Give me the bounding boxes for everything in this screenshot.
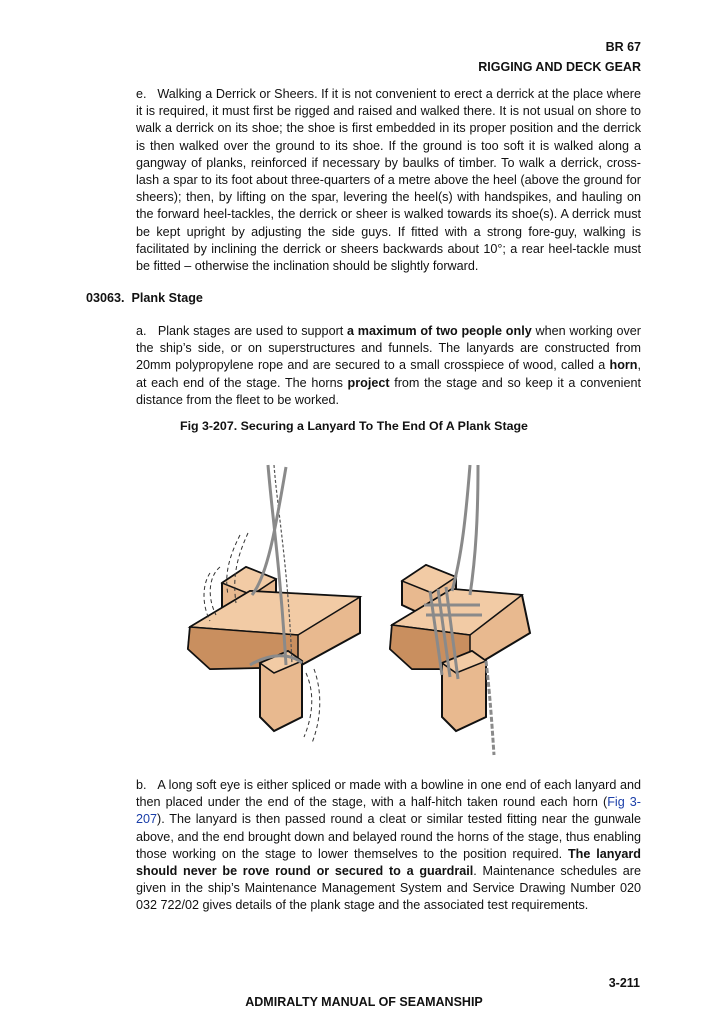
para-label: b. [136, 778, 147, 792]
paragraph-a [136, 323, 641, 409]
para-text: Plank stages are used to support [157, 324, 348, 338]
para-bold: The lanyard should never be rove round or secured to a guardrail [136, 846, 641, 879]
para-bold: a maximum of two people only [347, 324, 532, 338]
page-footer: ADMIRALTY MANUAL OF SEAMANSHIP [245, 995, 483, 1009]
paragraph-b [136, 777, 641, 915]
para-bold: project [347, 375, 390, 390]
para-label: e. [136, 87, 147, 101]
para-text: A long soft eye is either spliced or made with a bowline in one end of each lanyard and then placed under the end of the stage, with a half-hitch taken round each horn ( [136, 778, 641, 810]
plank-right [390, 465, 530, 755]
plank-left [188, 465, 360, 743]
para-text: . Maintenance schedules are given in the ship’s Maintenance Management System and Service Drawing Number 020 032 722/02 gives details of the plank stage and the associated test requirements. [136, 864, 641, 913]
doc-id: BR 67 [605, 40, 641, 54]
section-title: Plank Stage [131, 291, 203, 305]
chapter-title: RIGGING AND DECK GEAR [478, 60, 641, 74]
para-text: ). The lanyard is then passed round a cleat or similar tested fitting near the gunwale above, and the end brought down and belayed round the horns of the stage, thus enabling those working on the stage to lower themselves to the position required. [136, 812, 641, 861]
para-text: from the stage and so keep it a convenient distance from the fleet to be worked. [136, 375, 641, 407]
para-text: when working over the ship’s side, or on superstructures and funnels. The lanyards are constructed from 20mm polypropylene rope and are secured to a small crosspiece of wood, called a [136, 324, 641, 373]
para-text: Walking a Derrick or Sheers. If it is not convenient to erect a derrick at the place where it is required, it must first be rigged and raised and walked there. It is not usual on shore to walk a derrick on its shoe; the shoe is first embedded in its proper position and the derrick is then walked over the ground to its shoe. If the ground is too soft it is walked along a gangway of planks, reinforced if necessary by baulks of timber. To walk a derrick, cross-lash a spar to its foot about three-quarters of a metre above the heel (above the ground for sheers); then, by lifting on the spar, levering the heel(s) with handspikes, and hauling on the forward heel-tackles, the derrick or sheer is walked towards its shoe(s). A derrick must be kept upright by adjusting the side guys. If fitted with a strong fore-guy, walking is facilitated by inclining the derrick or sheers backwards about 10°; a rear heel-tackle must be fitted – otherwise the inclination should be slightly forward. [136, 87, 641, 274]
para-text: , at each end of the stage. The horns [136, 358, 641, 390]
paragraph-e [136, 86, 641, 275]
figure-link[interactable]: Fig 3-207 [136, 795, 641, 827]
section-number: 03063. [86, 291, 125, 305]
figure-caption: Fig 3-207. Securing a Lanyard To The End Of A Plank Stage [180, 419, 528, 433]
section-heading [86, 291, 203, 305]
page-number: 3-211 [608, 976, 640, 990]
para-bold: horn [609, 358, 638, 373]
plank-stage-figure [180, 455, 560, 760]
para-label: a. [136, 324, 147, 338]
